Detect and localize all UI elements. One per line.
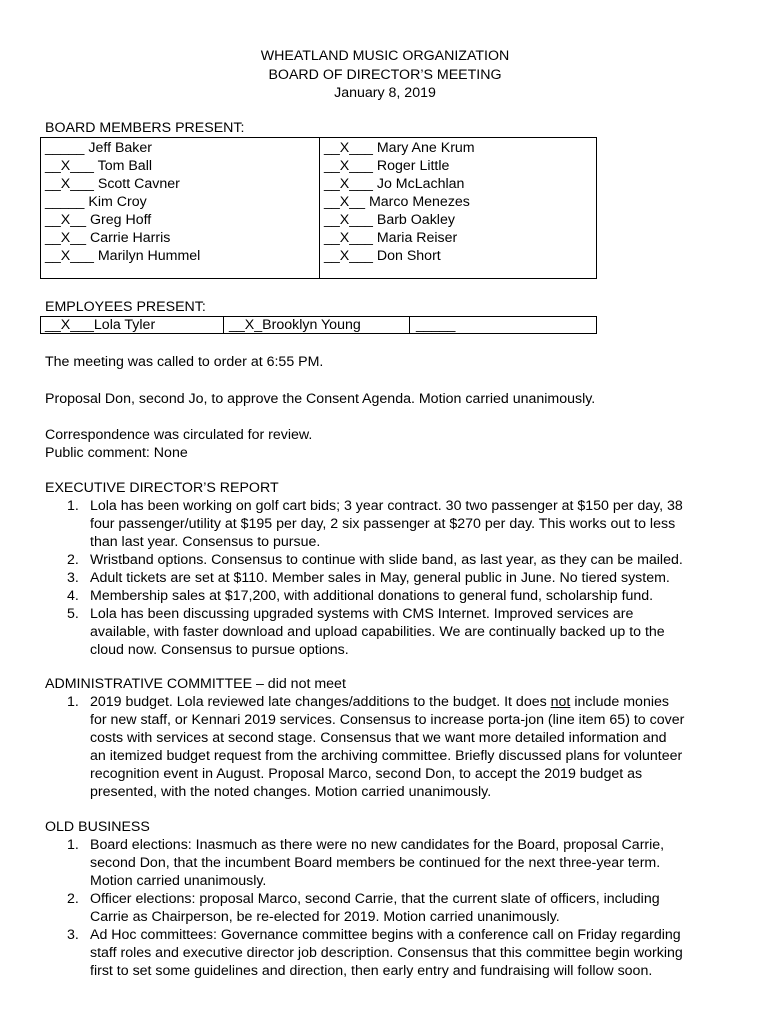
call-to-order-text: The meeting was called to order at 6:55 PM. [45,354,324,370]
item-number: 4. [67,588,79,604]
item-line-segment: include monies [570,694,669,710]
item-line: recognition event in August. Proposal Marco, second Don, to accept the 2019 budget as [90,766,643,782]
list-item [45,497,735,551]
item-number: 1. [67,498,79,514]
item-line-segment: 2019 budget. Lola reviewed late changes/additions to the budget. It does [90,694,551,710]
list-item [45,587,735,605]
exec-report-heading-text: EXECUTIVE DIRECTOR’S REPORT [45,480,279,496]
item-line: four passenger/utility at $195 per day, 2 six passenger at $270 per day. This works out to less [90,516,676,532]
admin-committee-list [45,693,735,801]
employee-entry: _____ [416,317,456,333]
member-entry: __X___ Maria Reiser [324,230,458,246]
member-entry: __X___ Barb Oakley [324,212,455,228]
item-number: 2. [67,552,79,568]
item-line: available, with faster download and upload capabilities. We are continually backed up to the [90,624,665,640]
item-line: Motion carried unanimously. [90,873,267,889]
item-line: Carrie as Chairperson, be re-elected for 2019. Motion carried unanimously. [90,909,560,925]
item-number: 3. [67,570,79,586]
employee-entry: __X_Brooklyn Young [224,317,410,334]
item-line: than last year. Consensus to pursue. [90,534,321,550]
item-line: Ad Hoc committees: Governance committee begins with a conference call on Friday regarding [90,927,681,943]
employee-entry: __X___Lola Tyler [41,317,224,334]
item-line: Board elections: Inasmuch as there were no new candidates for the Board, proposal Carrie, [90,837,665,853]
item-line: an itemized budget request from the archiving committee. Briefly discussed plans for volunteer [90,748,683,764]
member-entry: _____ Kim Croy [45,194,147,210]
board-members-right-column [320,138,596,265]
member-entry: __X___ Roger Little [324,158,450,174]
emphasized-word: not [550,694,571,710]
admin-committee-heading-text: ADMINISTRATIVE COMMITTEE – did not meet [45,676,346,692]
item-line: for new staff, or Kennari 2019 services. Consensus to increase porta-jon (line item 65) to cover [90,712,685,728]
list-item [45,890,735,926]
member-entry: __X__ Carrie Harris [45,230,171,246]
item-line: Wristband options. Consensus to continue with slide band, as last year, as they can be mailed. [90,552,683,568]
member-entry: __X___ Marilyn Hummel [45,248,201,264]
item-line: first to set some guidelines and direction, then early entry and fundraising will follow soon. [90,963,653,979]
call-to-order [45,353,735,371]
item-number: 3. [67,927,79,943]
list-item [45,926,735,980]
board-members-heading: BOARD MEMBERS PRESENT: [45,120,245,136]
exec-report-list [45,497,735,659]
item-number: 1. [67,837,79,853]
meeting-date: January 8, 2019 [334,85,436,101]
item-line: costs with services at second stage. Consensus that we want more detailed information and [90,730,667,746]
member-entry: __X___ Don Short [324,248,441,264]
item-line: Officer elections: proposal Marco, second Carrie, that the current slate of officers, including [90,891,660,907]
item-line: cloud now. Consensus to pursue options. [90,642,349,658]
item-line: Lola has been working on golf cart bids; 3 year contract. 30 two passenger at $150 per day, 38 [90,498,683,514]
meeting-title: BOARD OF DIRECTOR’S MEETING [268,66,502,83]
public-comment-text: Public comment: None [45,445,188,461]
board-members-left-column [41,138,320,279]
consent-agenda-text: Proposal Don, second Jo, to approve the Consent Agenda. Motion carried unanimously. [45,391,596,407]
member-entry: __X___ Scott Cavner [45,176,180,192]
member-entry: _____ Jeff Baker [45,140,153,156]
board-members-table [40,137,597,279]
correspondence-section [45,426,735,462]
list-item [45,836,735,890]
member-entry: __X__ Greg Hoff [45,212,152,228]
correspondence-text: Correspondence was circulated for review. [45,427,313,443]
document-header [0,47,770,103]
member-entry: __X__ Marco Menezes [324,194,470,210]
item-line [90,693,735,711]
item-number: 1. [67,694,79,710]
old-business-heading [45,818,735,836]
item-line: Membership sales at $17,200, with additional donations to general fund, scholarship fund. [90,588,654,604]
old-business-heading-text: OLD BUSINESS [45,819,150,835]
member-entry: __X___ Jo McLachlan [324,176,465,192]
employees-heading: EMPLOYEES PRESENT: [45,299,206,315]
item-number: 5. [67,606,79,622]
list-item [45,605,735,659]
item-line: staff roles and executive director job description. Consensus that this committee begin working [90,945,683,961]
exec-report-heading [45,479,735,497]
organization-name: WHEATLAND MUSIC ORGANIZATION [260,48,510,64]
list-item [45,551,735,569]
employees-table [40,316,597,334]
item-line: presented, with the noted changes. Motion carried unanimously. [90,784,492,800]
consent-agenda [45,390,735,408]
list-item [45,693,735,801]
list-item [45,569,735,587]
item-line: Adult tickets are set at $110. Member sales in May, general public in June. No tiered system. [90,570,670,586]
member-entry: __X___ Mary Ane Krum [324,140,475,156]
item-line: second Don, that the incumbent Board members be continued for the next three-year term. [90,855,661,871]
item-line: Lola has been discussing upgraded systems with CMS Internet. Improved services are [90,606,634,622]
member-entry: __X___ Tom Ball [45,158,153,174]
old-business-list [45,836,735,980]
item-number: 2. [67,891,79,907]
admin-committee-heading [45,675,735,693]
